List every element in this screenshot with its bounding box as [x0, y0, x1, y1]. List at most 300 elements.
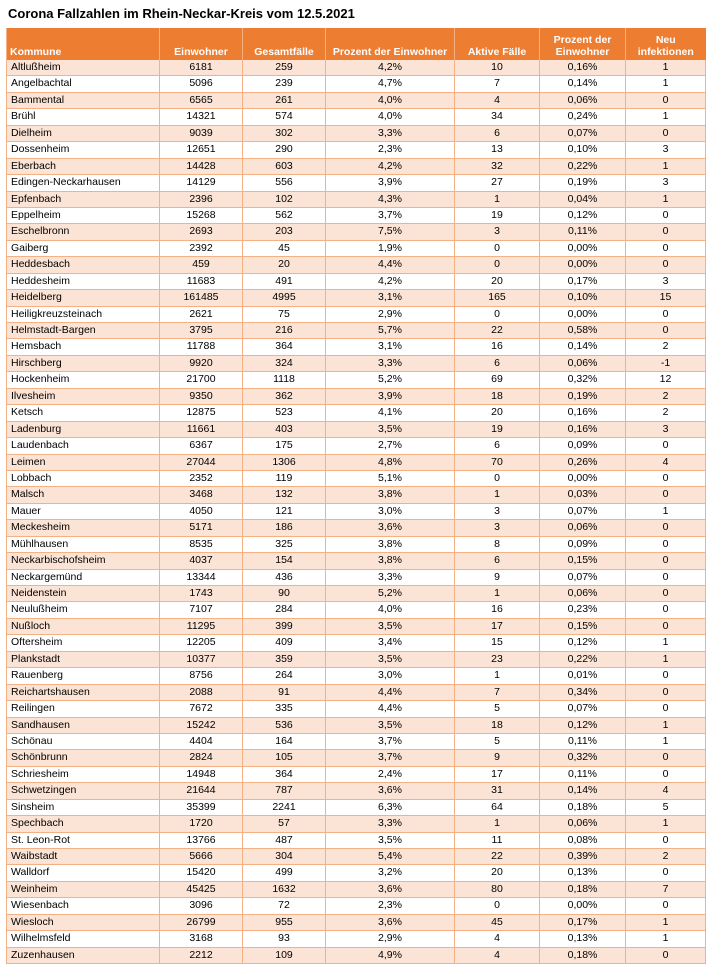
- table-row: [7, 881, 706, 897]
- gesamtfaelle-cell: 523: [243, 405, 326, 421]
- aktive-faelle-cell: 20: [455, 273, 540, 289]
- aktive-faelle-cell: 23: [455, 651, 540, 667]
- prozent-gesamt-cell: 3,8%: [326, 553, 455, 569]
- einwohner-cell: 4404: [160, 733, 243, 749]
- table-row: [7, 487, 706, 503]
- kommune-cell: Leimen: [7, 454, 160, 470]
- kommune-cell: Neulußheim: [7, 602, 160, 618]
- neuinfektionen-cell: 1: [626, 931, 706, 947]
- einwohner-cell: 11788: [160, 339, 243, 355]
- table-row: [7, 947, 706, 963]
- prozent-aktiv-cell: 0,11%: [540, 733, 626, 749]
- einwohner-cell: 21700: [160, 372, 243, 388]
- kommune-cell: Laudenbach: [7, 438, 160, 454]
- prozent-gesamt-cell: 5,2%: [326, 586, 455, 602]
- aktive-faelle-cell: 16: [455, 339, 540, 355]
- neuinfektionen-cell: 1: [626, 816, 706, 832]
- table-row: [7, 158, 706, 174]
- gesamtfaelle-cell: 955: [243, 914, 326, 930]
- prozent-aktiv-cell: 0,12%: [540, 635, 626, 651]
- neuinfektionen-cell: 1: [626, 158, 706, 174]
- prozent-aktiv-cell: 0,11%: [540, 766, 626, 782]
- prozent-gesamt-cell: 3,5%: [326, 618, 455, 634]
- table-row: [7, 175, 706, 191]
- einwohner-cell: 3096: [160, 898, 243, 914]
- neuinfektionen-cell: 2: [626, 339, 706, 355]
- gesamtfaelle-cell: 121: [243, 503, 326, 519]
- kommune-cell: Ketsch: [7, 405, 160, 421]
- neuinfektionen-cell: 1: [626, 635, 706, 651]
- aktive-faelle-cell: 0: [455, 257, 540, 273]
- kommune-cell: Schönbrunn: [7, 750, 160, 766]
- prozent-aktiv-cell: 0,18%: [540, 881, 626, 897]
- neuinfektionen-cell: 0: [626, 207, 706, 223]
- prozent-aktiv-cell: 0,00%: [540, 257, 626, 273]
- neuinfektionen-cell: 0: [626, 125, 706, 141]
- gesamtfaelle-cell: 364: [243, 339, 326, 355]
- aktive-faelle-cell: 80: [455, 881, 540, 897]
- einwohner-cell: 21644: [160, 783, 243, 799]
- neuinfektionen-cell: 0: [626, 257, 706, 273]
- gesamtfaelle-cell: 216: [243, 323, 326, 339]
- einwohner-cell: 3168: [160, 931, 243, 947]
- table-row: [7, 931, 706, 947]
- table-row: [7, 651, 706, 667]
- gesamtfaelle-cell: 556: [243, 175, 326, 191]
- prozent-gesamt-cell: 3,4%: [326, 635, 455, 651]
- kommune-cell: Eschelbronn: [7, 224, 160, 240]
- table-row: [7, 257, 706, 273]
- prozent-gesamt-cell: 4,4%: [326, 701, 455, 717]
- gesamtfaelle-cell: 57: [243, 816, 326, 832]
- column-header-prozent-aktiv: Prozent der Einwohner: [540, 28, 626, 60]
- einwohner-cell: 6565: [160, 92, 243, 108]
- kommune-cell: Epfenbach: [7, 191, 160, 207]
- table-row: [7, 783, 706, 799]
- neuinfektionen-cell: 0: [626, 487, 706, 503]
- aktive-faelle-cell: 70: [455, 454, 540, 470]
- gesamtfaelle-cell: 335: [243, 701, 326, 717]
- table-row: [7, 224, 706, 240]
- aktive-faelle-cell: 1: [455, 191, 540, 207]
- prozent-aktiv-cell: 0,19%: [540, 175, 626, 191]
- neuinfektionen-cell: 0: [626, 618, 706, 634]
- gesamtfaelle-cell: 359: [243, 651, 326, 667]
- gesamtfaelle-cell: 436: [243, 569, 326, 585]
- neuinfektionen-cell: 2: [626, 388, 706, 404]
- aktive-faelle-cell: 22: [455, 849, 540, 865]
- table-row: [7, 125, 706, 141]
- aktive-faelle-cell: 165: [455, 290, 540, 306]
- kommune-cell: Eppelheim: [7, 207, 160, 223]
- aktive-faelle-cell: 1: [455, 586, 540, 602]
- einwohner-cell: 4037: [160, 553, 243, 569]
- gesamtfaelle-cell: 186: [243, 520, 326, 536]
- einwohner-cell: 9039: [160, 125, 243, 141]
- kommune-cell: Altlußheim: [7, 60, 160, 76]
- prozent-aktiv-cell: 0,07%: [540, 125, 626, 141]
- prozent-aktiv-cell: 0,39%: [540, 849, 626, 865]
- gesamtfaelle-cell: 259: [243, 60, 326, 76]
- neuinfektionen-cell: 0: [626, 684, 706, 700]
- einwohner-cell: 12651: [160, 142, 243, 158]
- gesamtfaelle-cell: 119: [243, 470, 326, 486]
- prozent-gesamt-cell: 4,3%: [326, 191, 455, 207]
- aktive-faelle-cell: 1: [455, 816, 540, 832]
- prozent-gesamt-cell: 2,9%: [326, 306, 455, 322]
- prozent-aktiv-cell: 0,58%: [540, 323, 626, 339]
- kommune-cell: Dossenheim: [7, 142, 160, 158]
- column-header-aktive-faelle: Aktive Fälle: [455, 28, 540, 60]
- kommune-cell: Angelbachtal: [7, 76, 160, 92]
- gesamtfaelle-cell: 536: [243, 717, 326, 733]
- kommune-cell: Neckargemünd: [7, 569, 160, 585]
- prozent-gesamt-cell: 3,0%: [326, 503, 455, 519]
- prozent-aktiv-cell: 0,16%: [540, 405, 626, 421]
- table-row: [7, 520, 706, 536]
- prozent-aktiv-cell: 0,17%: [540, 273, 626, 289]
- gesamtfaelle-cell: 132: [243, 487, 326, 503]
- einwohner-cell: 6181: [160, 60, 243, 76]
- prozent-aktiv-cell: 0,23%: [540, 602, 626, 618]
- aktive-faelle-cell: 0: [455, 470, 540, 486]
- gesamtfaelle-cell: 290: [243, 142, 326, 158]
- prozent-aktiv-cell: 0,16%: [540, 421, 626, 437]
- einwohner-cell: 11661: [160, 421, 243, 437]
- table-row: [7, 273, 706, 289]
- kommune-cell: Gaiberg: [7, 240, 160, 256]
- kommune-cell: Spechbach: [7, 816, 160, 832]
- gesamtfaelle-cell: 302: [243, 125, 326, 141]
- gesamtfaelle-cell: 109: [243, 947, 326, 963]
- gesamtfaelle-cell: 324: [243, 355, 326, 371]
- prozent-gesamt-cell: 4,0%: [326, 92, 455, 108]
- prozent-aktiv-cell: 0,13%: [540, 865, 626, 881]
- prozent-aktiv-cell: 0,15%: [540, 618, 626, 634]
- prozent-gesamt-cell: 3,5%: [326, 717, 455, 733]
- prozent-gesamt-cell: 3,3%: [326, 355, 455, 371]
- neuinfektionen-cell: 0: [626, 947, 706, 963]
- table-row: [7, 109, 706, 125]
- gesamtfaelle-cell: 175: [243, 438, 326, 454]
- einwohner-cell: 2396: [160, 191, 243, 207]
- neuinfektionen-cell: 0: [626, 92, 706, 108]
- prozent-gesamt-cell: 1,9%: [326, 240, 455, 256]
- prozent-gesamt-cell: 5,7%: [326, 323, 455, 339]
- prozent-gesamt-cell: 4,0%: [326, 602, 455, 618]
- gesamtfaelle-cell: 4995: [243, 290, 326, 306]
- prozent-aktiv-cell: 0,17%: [540, 914, 626, 930]
- einwohner-cell: 11683: [160, 273, 243, 289]
- neuinfektionen-cell: -1: [626, 355, 706, 371]
- column-header-einwohner: Einwohner: [160, 28, 243, 60]
- neuinfektionen-cell: 1: [626, 76, 706, 92]
- kommune-cell: Nußloch: [7, 618, 160, 634]
- aktive-faelle-cell: 6: [455, 125, 540, 141]
- table-row: [7, 421, 706, 437]
- prozent-aktiv-cell: 0,00%: [540, 898, 626, 914]
- gesamtfaelle-cell: 362: [243, 388, 326, 404]
- aktive-faelle-cell: 1: [455, 487, 540, 503]
- prozent-aktiv-cell: 0,07%: [540, 701, 626, 717]
- neuinfektionen-cell: 3: [626, 273, 706, 289]
- kommune-cell: Sinsheim: [7, 799, 160, 815]
- kommune-cell: Malsch: [7, 487, 160, 503]
- cases-table: [6, 28, 706, 964]
- prozent-aktiv-cell: 0,03%: [540, 487, 626, 503]
- table-row: [7, 372, 706, 388]
- einwohner-cell: 2621: [160, 306, 243, 322]
- kommune-cell: Eberbach: [7, 158, 160, 174]
- einwohner-cell: 14321: [160, 109, 243, 125]
- gesamtfaelle-cell: 261: [243, 92, 326, 108]
- table-row: [7, 898, 706, 914]
- prozent-aktiv-cell: 0,14%: [540, 76, 626, 92]
- prozent-gesamt-cell: 2,3%: [326, 898, 455, 914]
- gesamtfaelle-cell: 203: [243, 224, 326, 240]
- neuinfektionen-cell: 0: [626, 306, 706, 322]
- prozent-gesamt-cell: 3,7%: [326, 207, 455, 223]
- prozent-aktiv-cell: 0,06%: [540, 92, 626, 108]
- prozent-aktiv-cell: 0,10%: [540, 290, 626, 306]
- table-row: [7, 832, 706, 848]
- table-row: [7, 668, 706, 684]
- einwohner-cell: 5171: [160, 520, 243, 536]
- kommune-cell: Plankstadt: [7, 651, 160, 667]
- neuinfektionen-cell: 0: [626, 668, 706, 684]
- prozent-aktiv-cell: 0,09%: [540, 438, 626, 454]
- aktive-faelle-cell: 34: [455, 109, 540, 125]
- aktive-faelle-cell: 6: [455, 553, 540, 569]
- neuinfektionen-cell: 0: [626, 224, 706, 240]
- einwohner-cell: 2088: [160, 684, 243, 700]
- gesamtfaelle-cell: 264: [243, 668, 326, 684]
- einwohner-cell: 15268: [160, 207, 243, 223]
- gesamtfaelle-cell: 603: [243, 158, 326, 174]
- prozent-gesamt-cell: 3,6%: [326, 783, 455, 799]
- kommune-cell: Heidelberg: [7, 290, 160, 306]
- einwohner-cell: 2693: [160, 224, 243, 240]
- neuinfektionen-cell: 0: [626, 865, 706, 881]
- einwohner-cell: 13766: [160, 832, 243, 848]
- prozent-gesamt-cell: 3,7%: [326, 733, 455, 749]
- prozent-gesamt-cell: 4,0%: [326, 109, 455, 125]
- einwohner-cell: 2212: [160, 947, 243, 963]
- column-header-neuinfektionen: Neu infektionen: [626, 28, 706, 60]
- gesamtfaelle-cell: 75: [243, 306, 326, 322]
- prozent-gesamt-cell: 5,4%: [326, 849, 455, 865]
- einwohner-cell: 1743: [160, 586, 243, 602]
- einwohner-cell: 4050: [160, 503, 243, 519]
- einwohner-cell: 12205: [160, 635, 243, 651]
- gesamtfaelle-cell: 304: [243, 849, 326, 865]
- aktive-faelle-cell: 0: [455, 240, 540, 256]
- kommune-cell: Wilhelmsfeld: [7, 931, 160, 947]
- neuinfektionen-cell: 1: [626, 60, 706, 76]
- prozent-gesamt-cell: 3,1%: [326, 290, 455, 306]
- table-row: [7, 290, 706, 306]
- aktive-faelle-cell: 15: [455, 635, 540, 651]
- neuinfektionen-cell: 0: [626, 553, 706, 569]
- neuinfektionen-cell: 1: [626, 109, 706, 125]
- neuinfektionen-cell: 5: [626, 799, 706, 815]
- prozent-gesamt-cell: 4,8%: [326, 454, 455, 470]
- gesamtfaelle-cell: 284: [243, 602, 326, 618]
- gesamtfaelle-cell: 93: [243, 931, 326, 947]
- table-row: [7, 750, 706, 766]
- prozent-gesamt-cell: 4,2%: [326, 60, 455, 76]
- aktive-faelle-cell: 9: [455, 569, 540, 585]
- prozent-gesamt-cell: 4,9%: [326, 947, 455, 963]
- prozent-gesamt-cell: 3,9%: [326, 388, 455, 404]
- einwohner-cell: 7107: [160, 602, 243, 618]
- prozent-gesamt-cell: 3,5%: [326, 421, 455, 437]
- prozent-aktiv-cell: 0,00%: [540, 240, 626, 256]
- aktive-faelle-cell: 20: [455, 405, 540, 421]
- prozent-aktiv-cell: 0,00%: [540, 470, 626, 486]
- neuinfektionen-cell: 0: [626, 602, 706, 618]
- neuinfektionen-cell: 0: [626, 898, 706, 914]
- gesamtfaelle-cell: 325: [243, 536, 326, 552]
- aktive-faelle-cell: 19: [455, 421, 540, 437]
- prozent-gesamt-cell: 3,8%: [326, 536, 455, 552]
- gesamtfaelle-cell: 403: [243, 421, 326, 437]
- einwohner-cell: 12875: [160, 405, 243, 421]
- prozent-aktiv-cell: 0,34%: [540, 684, 626, 700]
- table-row: [7, 618, 706, 634]
- aktive-faelle-cell: 10: [455, 60, 540, 76]
- aktive-faelle-cell: 27: [455, 175, 540, 191]
- gesamtfaelle-cell: 45: [243, 240, 326, 256]
- aktive-faelle-cell: 3: [455, 520, 540, 536]
- aktive-faelle-cell: 45: [455, 914, 540, 930]
- neuinfektionen-cell: 4: [626, 454, 706, 470]
- aktive-faelle-cell: 64: [455, 799, 540, 815]
- prozent-gesamt-cell: 3,8%: [326, 487, 455, 503]
- einwohner-cell: 15242: [160, 717, 243, 733]
- gesamtfaelle-cell: 499: [243, 865, 326, 881]
- aktive-faelle-cell: 7: [455, 76, 540, 92]
- prozent-gesamt-cell: 3,0%: [326, 668, 455, 684]
- einwohner-cell: 26799: [160, 914, 243, 930]
- prozent-gesamt-cell: 4,2%: [326, 273, 455, 289]
- table-row: [7, 454, 706, 470]
- einwohner-cell: 3468: [160, 487, 243, 503]
- prozent-gesamt-cell: 3,5%: [326, 651, 455, 667]
- neuinfektionen-cell: 1: [626, 733, 706, 749]
- gesamtfaelle-cell: 239: [243, 76, 326, 92]
- einwohner-cell: 8535: [160, 536, 243, 552]
- prozent-aktiv-cell: 0,14%: [540, 339, 626, 355]
- neuinfektionen-cell: 2: [626, 405, 706, 421]
- einwohner-cell: 14428: [160, 158, 243, 174]
- kommune-cell: Sandhausen: [7, 717, 160, 733]
- kommune-cell: Waibstadt: [7, 849, 160, 865]
- kommune-cell: Schönau: [7, 733, 160, 749]
- kommune-cell: Hirschberg: [7, 355, 160, 371]
- einwohner-cell: 14948: [160, 766, 243, 782]
- einwohner-cell: 161485: [160, 290, 243, 306]
- aktive-faelle-cell: 17: [455, 766, 540, 782]
- einwohner-cell: 45425: [160, 881, 243, 897]
- neuinfektionen-cell: 12: [626, 372, 706, 388]
- neuinfektionen-cell: 7: [626, 881, 706, 897]
- kommune-cell: St. Leon-Rot: [7, 832, 160, 848]
- prozent-gesamt-cell: 3,3%: [326, 816, 455, 832]
- einwohner-cell: 2824: [160, 750, 243, 766]
- kommune-cell: Heiligkreuzsteinach: [7, 306, 160, 322]
- neuinfektionen-cell: 0: [626, 701, 706, 717]
- aktive-faelle-cell: 18: [455, 388, 540, 404]
- prozent-aktiv-cell: 0,04%: [540, 191, 626, 207]
- prozent-aktiv-cell: 0,16%: [540, 60, 626, 76]
- table-row: [7, 76, 706, 92]
- einwohner-cell: 1720: [160, 816, 243, 832]
- aktive-faelle-cell: 0: [455, 306, 540, 322]
- einwohner-cell: 5666: [160, 849, 243, 865]
- kommune-cell: Schwetzingen: [7, 783, 160, 799]
- aktive-faelle-cell: 9: [455, 750, 540, 766]
- prozent-aktiv-cell: 0,07%: [540, 503, 626, 519]
- prozent-aktiv-cell: 0,06%: [540, 816, 626, 832]
- kommune-cell: Hemsbach: [7, 339, 160, 355]
- gesamtfaelle-cell: 409: [243, 635, 326, 651]
- einwohner-cell: 459: [160, 257, 243, 273]
- einwohner-cell: 6367: [160, 438, 243, 454]
- aktive-faelle-cell: 17: [455, 618, 540, 634]
- aktive-faelle-cell: 3: [455, 224, 540, 240]
- neuinfektionen-cell: 1: [626, 717, 706, 733]
- table-row: [7, 586, 706, 602]
- neuinfektionen-cell: 1: [626, 651, 706, 667]
- prozent-gesamt-cell: 2,9%: [326, 931, 455, 947]
- prozent-gesamt-cell: 3,3%: [326, 569, 455, 585]
- neuinfektionen-cell: 3: [626, 421, 706, 437]
- einwohner-cell: 15420: [160, 865, 243, 881]
- prozent-aktiv-cell: 0,10%: [540, 142, 626, 158]
- neuinfektionen-cell: 4: [626, 783, 706, 799]
- aktive-faelle-cell: 19: [455, 207, 540, 223]
- kommune-cell: Walldorf: [7, 865, 160, 881]
- table-row: [7, 536, 706, 552]
- prozent-gesamt-cell: 2,3%: [326, 142, 455, 158]
- table-row: [7, 849, 706, 865]
- neuinfektionen-cell: 1: [626, 191, 706, 207]
- prozent-gesamt-cell: 3,6%: [326, 881, 455, 897]
- prozent-gesamt-cell: 3,1%: [326, 339, 455, 355]
- einwohner-cell: 27044: [160, 454, 243, 470]
- kommune-cell: Ilvesheim: [7, 388, 160, 404]
- neuinfektionen-cell: 0: [626, 832, 706, 848]
- gesamtfaelle-cell: 2241: [243, 799, 326, 815]
- kommune-cell: Mühlhausen: [7, 536, 160, 552]
- column-header-kommune: Kommune: [7, 28, 160, 60]
- table-row: [7, 914, 706, 930]
- column-header-prozent-gesamt: Prozent der Einwohner: [326, 28, 455, 60]
- einwohner-cell: 9350: [160, 388, 243, 404]
- table-body: [7, 60, 706, 964]
- kommune-cell: Heddesheim: [7, 273, 160, 289]
- table-row: [7, 684, 706, 700]
- aktive-faelle-cell: 1: [455, 668, 540, 684]
- prozent-gesamt-cell: 2,7%: [326, 438, 455, 454]
- prozent-gesamt-cell: 4,1%: [326, 405, 455, 421]
- einwohner-cell: 2352: [160, 470, 243, 486]
- neuinfektionen-cell: 2: [626, 849, 706, 865]
- kommune-cell: Hockenheim: [7, 372, 160, 388]
- einwohner-cell: 9920: [160, 355, 243, 371]
- table-row: [7, 799, 706, 815]
